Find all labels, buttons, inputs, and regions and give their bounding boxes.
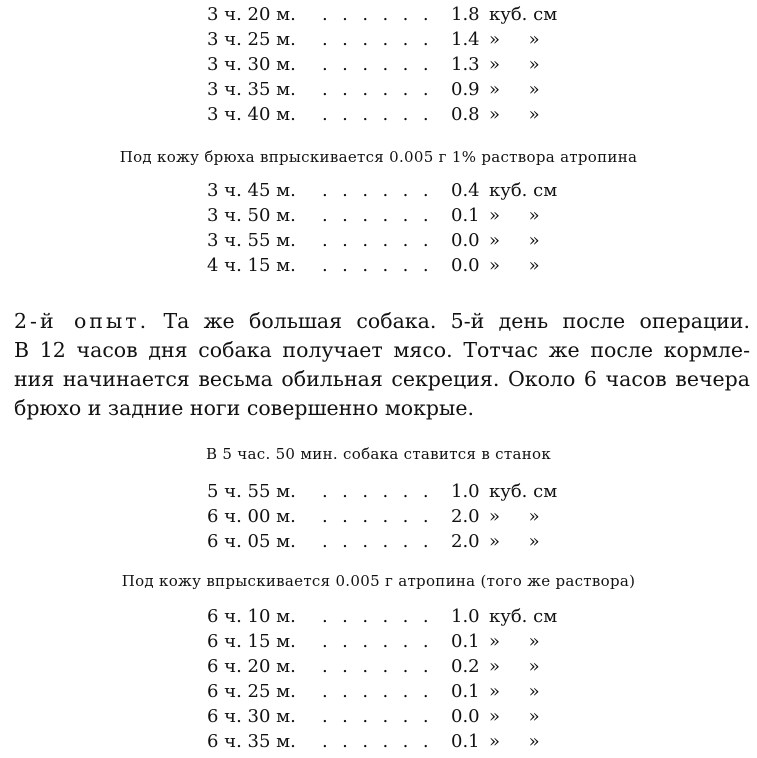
table-row bbox=[0, 729, 757, 754]
table-row bbox=[0, 102, 757, 127]
table-row bbox=[0, 178, 757, 203]
time-cell: 6 ч. 15 м. bbox=[207, 631, 296, 652]
unit-cell: » » bbox=[489, 79, 540, 100]
caption-atropine-injection-1: Под кожу брюха впрыскивается 0.005 г 1% раствора атропина bbox=[119, 148, 638, 166]
value-cell: 0.0 bbox=[451, 255, 480, 276]
value-cell: 0.0 bbox=[451, 230, 480, 251]
value-cell: 2.0 bbox=[451, 531, 480, 552]
unit-cell: » » bbox=[489, 681, 540, 702]
paragraph-line-2: В 12 часов дня собака получает мясо. Тотчас же после кормле- bbox=[14, 338, 750, 362]
unit-cell: » » bbox=[489, 205, 540, 226]
caption-dog-placed: В 5 час. 50 мин. собака ставится в станок bbox=[205, 445, 552, 463]
value-cell: 0.1 bbox=[451, 631, 480, 652]
paragraph-line-3: ния начинается весьма обильная секреция. Около 6 часов вечера bbox=[14, 367, 750, 391]
measurement-table-3 bbox=[0, 479, 757, 554]
paragraph-line-1-text: Та же большая собака. 5-й день после операции. bbox=[163, 309, 750, 333]
time-cell: 4 ч. 15 м. bbox=[207, 255, 296, 276]
leader-dots: . . . . . . bbox=[322, 706, 430, 727]
leader-dots: . . . . . . bbox=[322, 230, 430, 251]
value-cell: 1.3 bbox=[451, 54, 480, 75]
time-cell: 6 ч. 25 м. bbox=[207, 681, 296, 702]
time-cell: 6 ч. 10 м. bbox=[207, 606, 296, 627]
time-cell: 6 ч. 30 м. bbox=[207, 706, 296, 727]
unit-cell: » » bbox=[489, 104, 540, 125]
time-cell: 5 ч. 55 м. bbox=[207, 481, 296, 502]
unit-cell: » » bbox=[489, 656, 540, 677]
value-cell: 0.9 bbox=[451, 79, 480, 100]
value-cell: 0.4 bbox=[451, 180, 480, 201]
unit-cell: куб. см bbox=[489, 481, 558, 502]
value-cell: 1.4 bbox=[451, 29, 480, 50]
value-cell: 2.0 bbox=[451, 506, 480, 527]
leader-dots: . . . . . . bbox=[322, 29, 430, 50]
time-cell: 6 ч. 05 м. bbox=[207, 531, 296, 552]
unit-cell: » » bbox=[489, 631, 540, 652]
table-row bbox=[0, 704, 757, 729]
time-cell: 3 ч. 50 м. bbox=[207, 205, 296, 226]
unit-cell: » » bbox=[489, 230, 540, 251]
table-row bbox=[0, 253, 757, 278]
table-row bbox=[0, 504, 757, 529]
measurement-table-2 bbox=[0, 178, 757, 278]
leader-dots: . . . . . . bbox=[322, 104, 430, 125]
leader-dots: . . . . . . bbox=[322, 255, 430, 276]
measurement-table-1 bbox=[0, 2, 757, 127]
leader-dots: . . . . . . bbox=[322, 506, 430, 527]
table-row bbox=[0, 52, 757, 77]
value-cell: 1.0 bbox=[451, 606, 480, 627]
unit-cell: » » bbox=[489, 731, 540, 752]
unit-cell: » » bbox=[489, 255, 540, 276]
table-row bbox=[0, 228, 757, 253]
unit-cell: куб. см bbox=[489, 4, 558, 25]
time-cell: 3 ч. 25 м. bbox=[207, 29, 296, 50]
leader-dots: . . . . . . bbox=[322, 681, 430, 702]
time-cell: 3 ч. 45 м. bbox=[207, 180, 296, 201]
leader-dots: . . . . . . bbox=[322, 205, 430, 226]
unit-cell: куб. см bbox=[489, 180, 558, 201]
table-row bbox=[0, 679, 757, 704]
leader-dots: . . . . . . bbox=[322, 481, 430, 502]
value-cell: 1.8 bbox=[451, 4, 480, 25]
table-row bbox=[0, 529, 757, 554]
table-row bbox=[0, 203, 757, 228]
time-cell: 3 ч. 20 м. bbox=[207, 4, 296, 25]
measurement-table-4 bbox=[0, 604, 757, 754]
unit-cell: » » bbox=[489, 29, 540, 50]
caption-atropine-injection-2: Под кожу впрыскивается 0.005 г атропина (того же раствора) bbox=[121, 572, 636, 590]
time-cell: 3 ч. 55 м. bbox=[207, 230, 296, 251]
leader-dots: . . . . . . bbox=[322, 656, 430, 677]
unit-cell: куб. см bbox=[489, 606, 558, 627]
time-cell: 3 ч. 40 м. bbox=[207, 104, 296, 125]
leader-dots: . . . . . . bbox=[322, 180, 430, 201]
table-row bbox=[0, 604, 757, 629]
leader-dots: . . . . . . bbox=[322, 79, 430, 100]
leader-dots: . . . . . . bbox=[322, 631, 430, 652]
table-row bbox=[0, 654, 757, 679]
paragraph-line-1 bbox=[14, 307, 750, 336]
unit-cell: » » bbox=[489, 706, 540, 727]
time-cell: 6 ч. 35 м. bbox=[207, 731, 296, 752]
table-row bbox=[0, 2, 757, 27]
leader-dots: . . . . . . bbox=[322, 731, 430, 752]
value-cell: 0.1 bbox=[451, 205, 480, 226]
time-cell: 6 ч. 20 м. bbox=[207, 656, 296, 677]
unit-cell: » » bbox=[489, 531, 540, 552]
table-row bbox=[0, 77, 757, 102]
time-cell: 3 ч. 35 м. bbox=[207, 79, 296, 100]
table-row bbox=[0, 479, 757, 504]
leader-dots: . . . . . . bbox=[322, 531, 430, 552]
value-cell: 0.8 bbox=[451, 104, 480, 125]
value-cell: 1.0 bbox=[451, 481, 480, 502]
leader-dots: . . . . . . bbox=[322, 4, 430, 25]
value-cell: 0.1 bbox=[451, 681, 480, 702]
leader-dots: . . . . . . bbox=[322, 606, 430, 627]
unit-cell: » » bbox=[489, 506, 540, 527]
value-cell: 0.1 bbox=[451, 731, 480, 752]
experiment-paragraph bbox=[14, 307, 750, 423]
table-row bbox=[0, 27, 757, 52]
time-cell: 6 ч. 00 м. bbox=[207, 506, 296, 527]
value-cell: 0.2 bbox=[451, 656, 480, 677]
time-cell: 3 ч. 30 м. bbox=[207, 54, 296, 75]
table-row bbox=[0, 629, 757, 654]
leader-dots: . . . . . . bbox=[322, 54, 430, 75]
value-cell: 0.0 bbox=[451, 706, 480, 727]
unit-cell: » » bbox=[489, 54, 540, 75]
paragraph-line-4: брюхо и задние ноги совершенно мокрые. bbox=[14, 396, 475, 420]
experiment-heading: 2-й опыт. bbox=[14, 309, 150, 333]
